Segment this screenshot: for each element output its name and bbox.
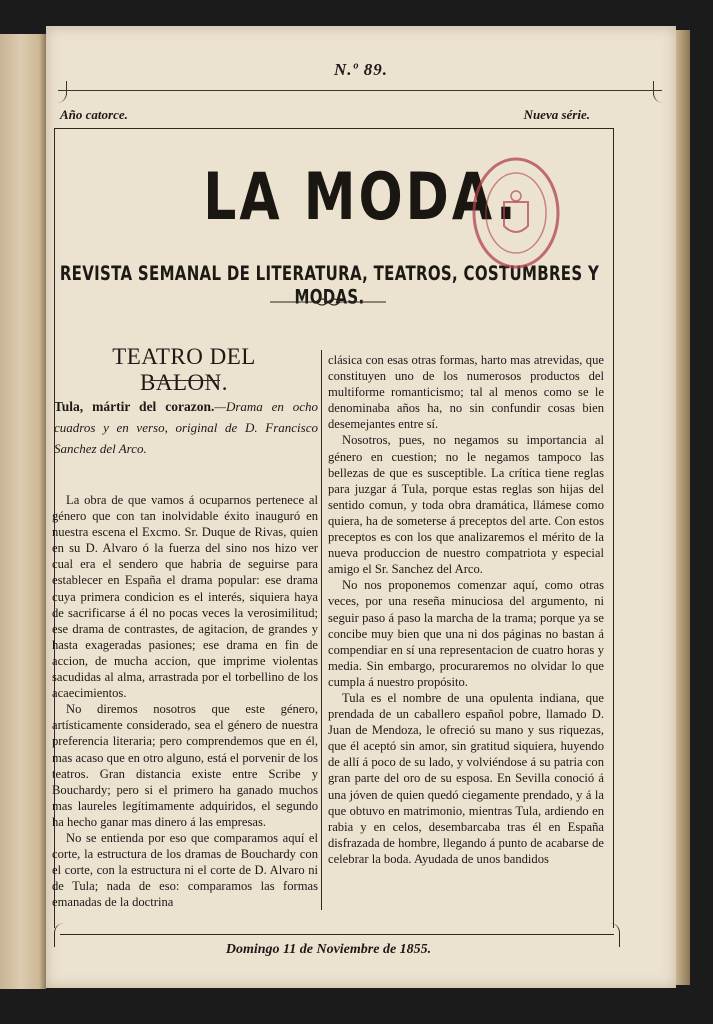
left-column [52,492,318,910]
header-rule [58,90,662,91]
series-label: Nueva série. [523,107,590,122]
frame-top-rule [54,128,614,129]
paragraph: Tula es el nombre de una opulenta indiana, que prendada de un caballero español pobre, llamado D. Juan de Mendoza, le ofreció su mano y sus riquezas, que él aceptó sin amor, sin gratitud siquiera, huyendo de allí á poco de su lado, y volviéndose á su patria con gran parte del oro de su esposa. En Sevilla conoció á una jóven de quien quedó ciegamente prendado, y á la que obtuvo en matrimonio, mientras Tula, ardiendo en rabia y en celos, desembarcaba tras él en España disfrazada de hombre, llegando á punto de acabarse de celebrar la boda. Ayudada de unos bandidos [328,690,604,866]
column-divider [321,350,322,910]
section-title-rule [150,380,220,381]
paragraph: No se entienda por eso que comparamos aquí el corte, la estructura de los dramas de Bouchardy con el corte, con la estructura ni el corte de D. Alvaro ni de Tula; nada de eso: comparamos las formas emanadas de la doctrina [52,830,318,910]
newspaper-page [46,26,676,988]
paragraph: clásica con esas otras formas, harto mas atrevidas, que constituyen uno de los numerosos productos del multiforme romanticismo; tal al menos como se le denominaba años ha, no sin confundir cosas bien desemejantes entre sí. [328,353,604,432]
ornament-divider [270,296,386,308]
footer-rule [60,934,614,935]
page-fore-edge [676,30,690,985]
year-label: Año catorce. [60,107,128,122]
paragraph: No nos proponemos comenzar aquí, como otras veces, por una reseña minuciosa del argumento, ni seguir paso á paso la marcha de la trama; porque ya se concibe muy bien que una ni dos páginas no bastan á compendiar en sí una representacion de cuatro horas y media. Sin embargo, procuraremos no olvidar lo que cumpla á nuestro propósito. [328,578,604,689]
work-title: Tula, mártir del corazon. [54,399,215,414]
right-column [328,352,604,867]
work-description: —Drama en ocho cuadros y en verso, original de D. Francisco Sanchez del Arco. [54,399,319,456]
issue-date: Domingo 11 de Noviembre de 1855. [225,942,432,957]
issue-number: N.º 89. [333,60,389,79]
frame-right-rule [613,128,614,928]
masthead-subtitle: REVISTA SEMANAL DE LITERATURA, TEATROS, COSTUMBRES Y MODAS. [59,262,600,309]
library-stamp [470,154,562,272]
paragraph: Nosotros, pues, no negamos su importancia al género en cuestion; no le negamos tampoco las bellezas de que es susceptible. La crítica tiene reglas para juzgar á Tula, porque estas reglas son hijas del sentido comun, y toda obra dramática, llámese como quiera, ha de someterse á preceptos del arte. Con estos preceptos es con los que analizaremos el mérito de la nueva produccion de nuestro compatriota y especial amigo el Sr. Sanchez del Arco. [328,433,604,577]
work-heading [54,396,318,459]
paragraph: La obra de que vamos á ocuparnos pertenece al género que con tan inolvidable éxito inauguró en nuestra escena el Excmo. Sr. Duque de Rivas, quien en su D. Alvaro ó la fuerza del sino nos hizo ver cual era el sendero que habria de seguirse para establecer en España el drama popular: ese drama cuya primera condicion es el interés, siquiera haya de sacrificarse á él no pocas veces la verosimilitud; ese drama de contrastes, de agitacion, de grandes y hasta exageradas pasiones; ese drama en fin de accion, de mucha accion, que imprime violentas sacudidas al alma, arrastrada por el torbellino de los acaecimientos. [52,493,318,701]
section-title: TEATRO DEL BALON. [112,344,256,395]
left-page-edge [0,34,46,989]
paragraph: No diremos nosotros que este género, artísticamente considerado, sea el género de nuestra preferencia literaria; pero comprendemos que en él, mas acaso que en otro alguno, está el porvenir de los teatros. Gran distancia existe entre Scribe y Bouchardy; pero si el primero ha ganado muchos mas laureles legítimamente adquiridos, el segundo ha hecho ganar mas dinero á las empresas. [52,702,318,829]
masthead-title: LA MODA. [203,160,519,235]
